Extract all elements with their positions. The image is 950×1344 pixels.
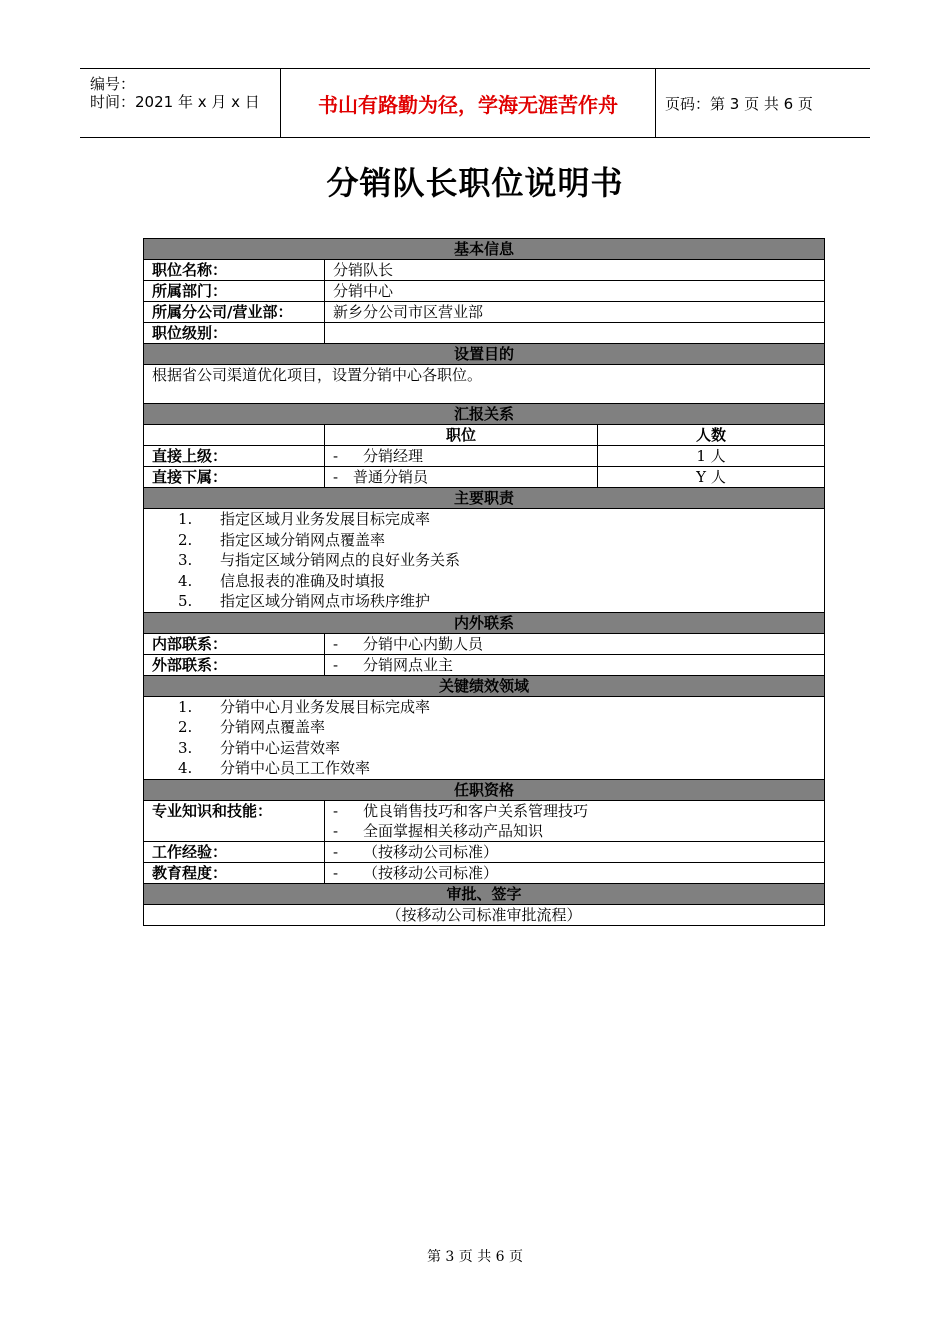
list-item: 3. 与指定区域分销网点的良好业务关系	[178, 551, 461, 569]
number-label: 编号：	[90, 75, 136, 93]
table-row	[144, 862, 825, 883]
dash-bullet: -	[333, 447, 339, 465]
reporting-label: 直接下属：	[144, 467, 325, 488]
section-reporting: 汇报关系	[144, 404, 825, 425]
section-duties: 主要职责	[144, 488, 825, 509]
basic-label: 所属部门：	[144, 281, 325, 302]
dash-bullet: -	[333, 655, 339, 674]
skills-label: 专业知识和技能：	[144, 800, 325, 841]
section-contacts: 内外联系	[144, 612, 825, 633]
table-row	[144, 323, 825, 344]
page-header	[80, 68, 870, 138]
table-row	[144, 800, 825, 841]
table-row	[144, 302, 825, 323]
table-row	[144, 281, 825, 302]
skills-list: - 优良销售技巧和客户关系管理技巧 - 全面掌握相关移动产品知识	[325, 800, 825, 841]
table-row	[144, 633, 825, 654]
section-approval: 审批、签字	[144, 883, 825, 904]
qualification-value: （按移动公司标准）	[363, 863, 499, 882]
dash-bullet: -	[333, 863, 339, 882]
list-item: 3. 分销中心运营效率	[178, 738, 341, 757]
basic-value: 分销队长	[325, 260, 825, 281]
reporting-position: 普通分销员	[353, 468, 429, 486]
basic-value: 新乡分公司市区营业部	[325, 302, 825, 323]
section-basic-info: 基本信息	[144, 239, 825, 260]
kpa-list	[144, 697, 824, 779]
table-row	[144, 841, 825, 862]
header-page-info: 页码：第 3 页 共 6 页	[665, 94, 813, 113]
qualification-label: 教育程度：	[144, 862, 325, 883]
list-item: 1. 分销中心月业务发展目标完成率	[178, 697, 431, 716]
table-row	[144, 425, 825, 446]
dash-bullet: -	[333, 842, 339, 861]
basic-value	[325, 323, 825, 344]
list-item: 2. 分销网点覆盖率	[178, 718, 326, 736]
qualification-value: （按移动公司标准）	[363, 842, 499, 861]
reporting-position: 分销经理	[363, 447, 424, 465]
header-meta	[80, 69, 280, 137]
document-title: 分销队长职位说明书	[326, 164, 624, 202]
section-kpa: 关键绩效领域	[144, 675, 825, 696]
list-item: 4. 分销中心员工工作效率	[178, 759, 371, 777]
section-purpose: 设置目的	[144, 344, 825, 365]
page-footer: 第 3 页 共 6 页	[426, 1249, 524, 1265]
column-header-count: 人数	[598, 425, 825, 446]
reporting-count: 1 人	[598, 446, 825, 467]
contact-label: 内部联系：	[144, 633, 325, 654]
dash-bullet: -	[333, 634, 339, 653]
kpa-list-cell	[144, 696, 825, 779]
header-motto: 书山有路勤为径，学海无涯苦作舟	[280, 69, 656, 137]
basic-value: 分销中心	[325, 281, 825, 302]
contact-value: 分销中心内勤人员	[363, 634, 484, 653]
table-row	[144, 467, 825, 488]
contact-label: 外部联系：	[144, 654, 325, 675]
list-item: 2. 指定区域分销网点覆盖率	[178, 530, 386, 549]
table-row	[144, 260, 825, 281]
basic-label: 职位级别：	[144, 323, 325, 344]
contact-value: 分销网点业主	[363, 655, 454, 674]
skill-item: 全面掌握相关移动产品知识	[363, 821, 544, 840]
duties-list-cell	[144, 509, 825, 613]
table-row	[144, 446, 825, 467]
section-qualifications: 任职资格	[144, 779, 825, 800]
column-header-position: 职位	[325, 425, 598, 446]
qualification-label: 工作经验：	[144, 841, 325, 862]
table-row	[144, 654, 825, 675]
purpose-text: 根据省公司渠道优化项目，设置分销中心各职位。	[144, 365, 825, 404]
basic-label: 职位名称：	[144, 260, 325, 281]
list-item: 1. 指定区域月业务发展目标完成率	[178, 510, 431, 528]
duties-list	[144, 509, 824, 612]
reporting-label: 直接上级：	[144, 446, 325, 467]
dash-bullet: -	[333, 468, 339, 486]
reporting-count: Y 人	[598, 467, 825, 488]
time-label: 时间：2021 年 x 月 x 日	[90, 93, 260, 111]
list-item: 5. 指定区域分销网点市场秩序维护	[178, 592, 431, 610]
skill-item: 优良销售技巧和客户关系管理技巧	[363, 801, 589, 820]
approval-text: （按移动公司标准审批流程）	[144, 904, 825, 925]
job-description-table	[143, 238, 825, 926]
basic-label: 所属分公司/营业部：	[144, 302, 325, 323]
list-item: 4. 信息报表的准确及时填报	[178, 571, 386, 590]
